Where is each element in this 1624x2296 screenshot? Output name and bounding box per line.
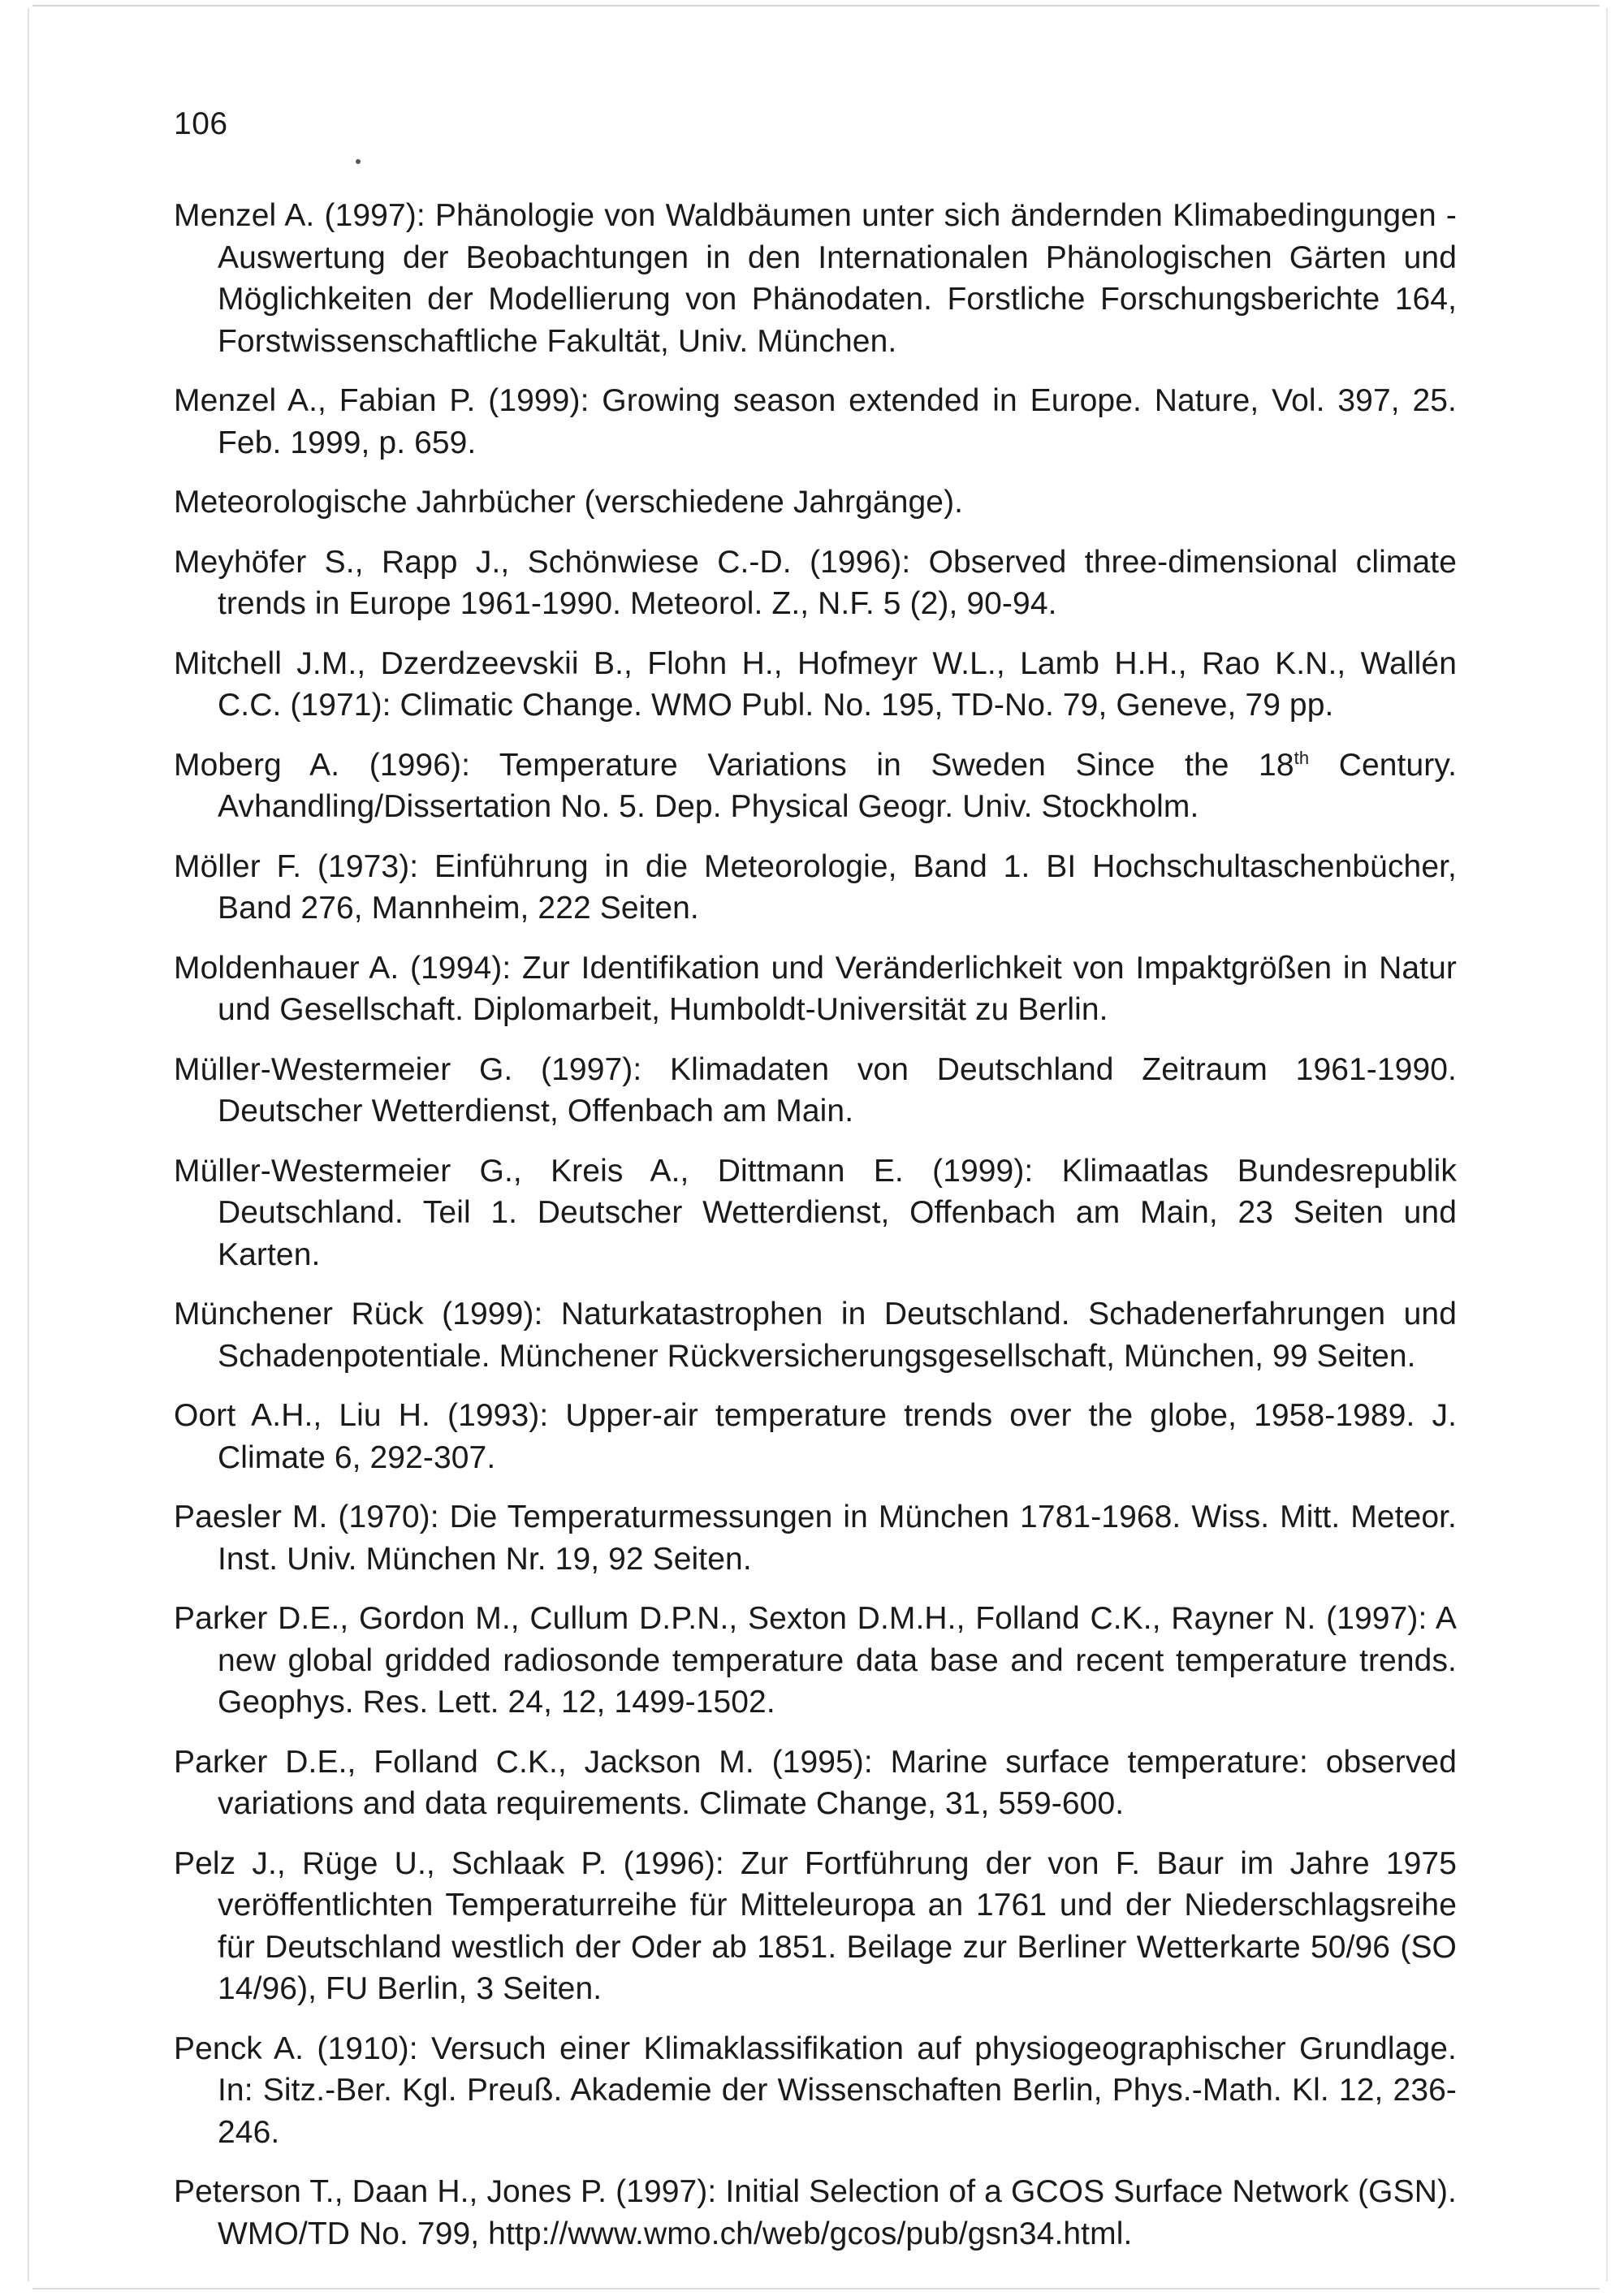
scan-border-right bbox=[1606, 8, 1608, 2281]
reference-entry: Mitchell J.M., Dzerdzeevskii B., Flohn H., Hofmeyr W.L., Lamb H.H., Rao K.N., Wallén C.C. (1971): Climatic Change. WMO Publ. No. 195, TD-No. 79, Geneve, 79 pp. bbox=[174, 645, 1457, 723]
reference-entry: Oort A.H., Liu H. (1993): Upper-air temperature trends over the globe, 1958-1989. J. Climate 6, 292-307. bbox=[174, 1398, 1457, 1475]
reference-entry: Paesler M. (1970): Die Temperaturmessungen in München 1781-1968. Wiss. Mitt. Meteor. Inst. Univ. München Nr. 19, 92 Seiten. bbox=[174, 1500, 1457, 1577]
scan-border-left bbox=[28, 8, 29, 2281]
scan-border-top bbox=[32, 5, 1600, 6]
reference-entry: Meteorologische Jahrbücher (verschiedene Jahrgänge). bbox=[174, 485, 964, 520]
page-number: 106 bbox=[174, 106, 228, 141]
reference-entry: Moberg A. (1996): Temperature Variations in Sweden Since the 18th Century. Avhandling/Dissertation No. 5. Dep. Physical Geogr. Univ. Stockholm. bbox=[174, 747, 1458, 824]
reference-entry: Möller F. (1973): Einführung in die Meteorologie, Band 1. BI Hochschultaschenbücher, Band 276, Mannheim, 222 Seiten. bbox=[174, 848, 1457, 926]
scan-speck bbox=[356, 159, 361, 164]
reference-entry: Müller-Westermeier G. (1997): Klimadaten von Deutschland Zeitraum 1961-1990. Deutscher Wetterdienst, Offenbach am Main. bbox=[174, 1051, 1457, 1129]
reference-entry: Müller-Westermeier G., Kreis A., Dittmann E. (1999): Klimaatlas Bundesrepublik Deutschland. Teil 1. Deutscher Wetterdienst, Offenbach am Main, 23 Seiten und Karten. bbox=[174, 1153, 1457, 1272]
reference-entry: Moldenhauer A. (1994): Zur Identifikation und Veränderlichkeit von Impaktgrößen in Natur und Gesellschaft. Diplomarbeit, Humboldt-Universität zu Berlin. bbox=[174, 950, 1457, 1027]
reference-entry: Meyhöfer S., Rapp J., Schönwiese C.-D. (1996): Observed three-dimensional climate trends in Europe 1961-1990. Meteorol. Z., N.F. 5 (2), 90-94. bbox=[174, 544, 1457, 621]
reference-entry: Penck A. (1910): Versuch einer Klimaklassifikation auf physiogeographischer Grundlage. In: Sitz.-Ber. Kgl. Preuß. Akademie der Wissenschaften Berlin, Phys.-Math. Kl. 12, 236-246. bbox=[174, 2031, 1457, 2150]
reference-entry: Münchener Rück (1999): Naturkatastrophen in Deutschland. Schadenerfahrungen und Schadenpotentiale. Münchener Rückversicherungsgesellschaft, München, 99 Seiten. bbox=[174, 1297, 1457, 1374]
superscript: th bbox=[1294, 747, 1310, 768]
reference-list bbox=[174, 195, 1457, 2272]
reference-entry: Parker D.E., Folland C.K., Jackson M. (1995): Marine surface temperature: observed variations and data requirements. Climate Change, 31, 559-600. bbox=[174, 1744, 1457, 1821]
scan-border-bottom bbox=[32, 2288, 1600, 2290]
reference-entry: Menzel A., Fabian P. (1999): Growing season extended in Europe. Nature, Vol. 397, 25. Feb. 1999, p. 659. bbox=[174, 383, 1457, 460]
reference-entry: Pelz J., Rüge U., Schlaak P. (1996): Zur Fortführung der von F. Baur im Jahre 1975 veröffentlichten Temperaturreihe für Mitteleuropa an 1761 und der Niederschlagsreihe für Deutschland westlich der Oder ab 1851. Beilage zur Berliner Wetterkarte 50/96 (SO 14/96), FU Berlin, 3 Seiten. bbox=[174, 1845, 1457, 2006]
reference-entry: Peterson T., Daan H., Jones P. (1997): Initial Selection of a GCOS Surface Network (GSN). WMO/TD No. 799, http://www.wmo.ch/web/gcos/pub/gsn34.html. bbox=[174, 2174, 1457, 2251]
reference-entry: Parker D.E., Gordon M., Cullum D.P.N., Sexton D.M.H., Folland C.K., Rayner N. (1997): A new global gridded radiosonde temperature data base and recent temperature trends. Geophys. Res. Lett. 24, 12, 1499-1502. bbox=[174, 1601, 1457, 1720]
reference-entry: Menzel A. (1997): Phänologie von Waldbäumen unter sich ändernden Klimabedingungen - Auswertung der Beobachtungen in den Internationalen Phänologischen Gärten und Möglichkeiten der Modellierung von Phänodaten. Forstliche Forschungsberichte 164, Forstwissenschaftliche Fakultät, Univ. München. bbox=[174, 198, 1457, 359]
